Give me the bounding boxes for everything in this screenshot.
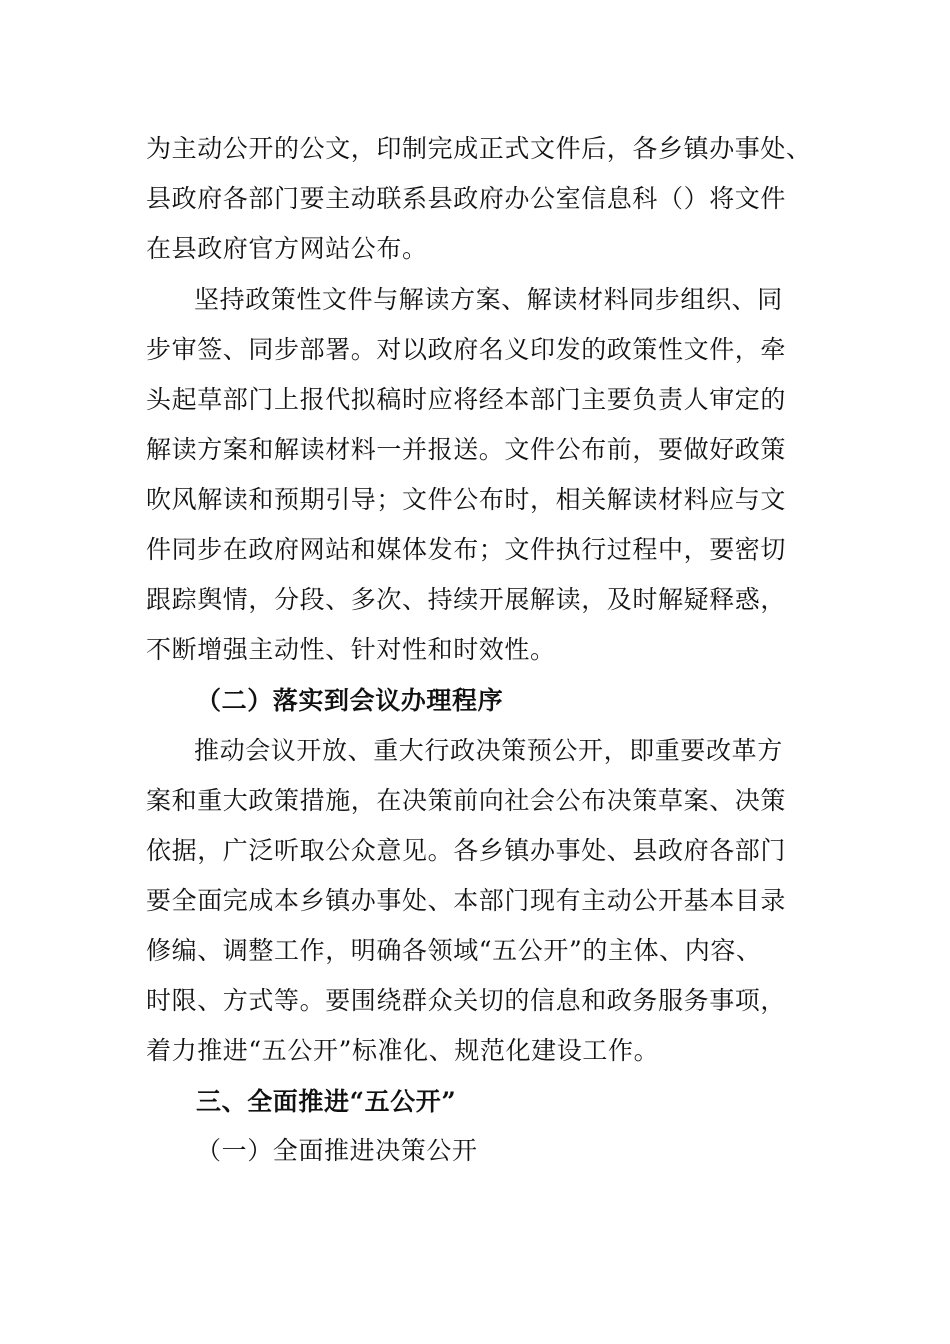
paragraph-line: 要全面完成本乡镇办事处、本部门现有主动公开基本目录 <box>146 886 787 915</box>
paragraph-line: 推动会议开放、重大行政决策预公开，即重要改革方 <box>194 736 783 765</box>
paragraph-line: 件同步在政府网站和媒体发布；文件执行过程中，要密切 <box>146 535 787 564</box>
section-subheading: （二）落实到会议办理程序 <box>196 686 504 715</box>
paragraph-line: 解读方案和解读材料一并报送。文件公布前，要做好政策 <box>146 435 787 464</box>
section-subheading: （一）全面推进决策公开 <box>196 1136 478 1165</box>
paragraph-line: 依据，广泛听取公众意见。各乡镇办事处、县政府各部门 <box>146 836 787 865</box>
paragraph-line: 吹风解读和预期引导；文件公布时，相关解读材料应与文 <box>146 485 787 514</box>
paragraph-line: 头起草部门上报代拟稿时应将经本部门主要负责人审定的 <box>146 385 787 414</box>
paragraph-line: 时限、方式等。要围绕群众关切的信息和政务服务事项， <box>146 986 787 1015</box>
paragraph-line: 在县政府官方网站公布。 <box>146 234 428 263</box>
paragraph-line: 跟踪舆情，分段、多次、持续开展解读，及时解疑释惑， <box>146 585 787 614</box>
paragraph-line: 着力推进“五公开”标准化、规范化建设工作。 <box>146 1036 660 1065</box>
paragraph-line: 不断增强主动性、针对性和时效性。 <box>146 635 556 664</box>
paragraph-line: 步审签、同步部署。对以政府名义印发的政策性文件，牵 <box>146 335 787 364</box>
paragraph-line: 案和重大政策措施，在决策前向社会公布决策草案、决策 <box>146 786 787 815</box>
paragraph-line: 县政府各部门要主动联系县政府办公室信息科（）将文件 <box>146 184 787 213</box>
section-heading: 三、全面推进“五公开” <box>196 1087 457 1116</box>
paragraph-line: 修编、调整工作，明确各领域“五公开”的主体、内容、 <box>146 936 762 965</box>
paragraph-line: 为主动公开的公文，印制完成正式文件后，各乡镇办事处、 <box>146 134 812 163</box>
paragraph-line: 坚持政策性文件与解读方案、解读材料同步组织、同 <box>194 285 783 314</box>
